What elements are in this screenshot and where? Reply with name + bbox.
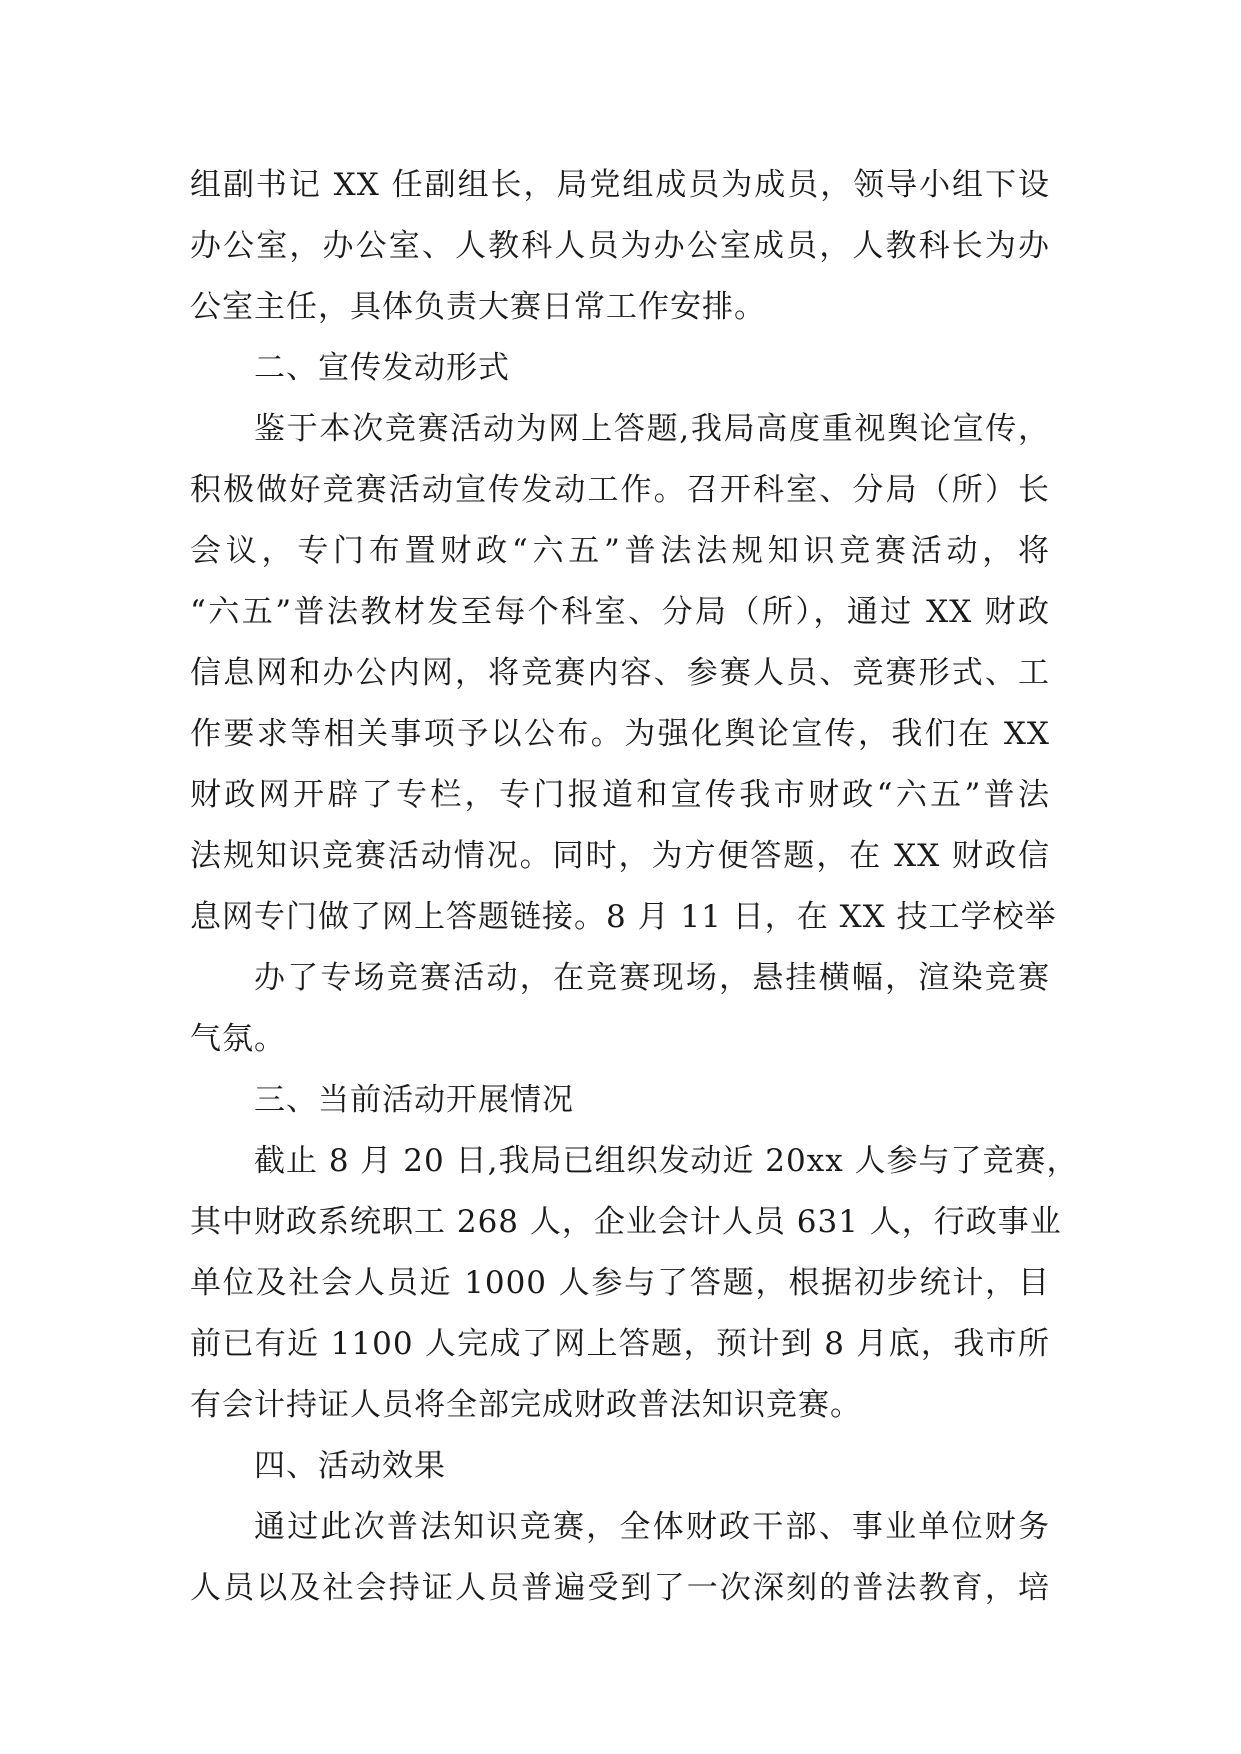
section-heading: 二、宣传发动形式 — [254, 350, 510, 386]
text-line: 通过此次普法知识竞赛，全体财政干部、事业单位财务 — [254, 1509, 1050, 1545]
text-line: 人员以及社会持证人员普遍受到了一次深刻的普法教育，培 — [190, 1570, 1050, 1606]
text-line: 法规知识竞赛活动情况。同时，为方便答题，在 XX 财政信 — [190, 838, 1050, 874]
text-line: 公室主任，具体负责大赛日常工作安排。 — [190, 289, 766, 325]
text-line: 组副书记 XX 任副组长，局党组成员为成员，领导小组下设 — [190, 167, 1050, 203]
text-line: 气氛。 — [190, 1021, 286, 1057]
section-heading: 三、当前活动开展情况 — [254, 1082, 574, 1118]
text-line: 鉴于本次竞赛活动为网上答题,我局高度重视舆论宣传， — [254, 411, 1050, 447]
text-line: 办公室，办公室、人教科人员为办公室成员，人教科长为办 — [190, 228, 1050, 264]
text-line: 信息网和办公内网，将竞赛内容、参赛人员、竞赛形式、工 — [190, 655, 1050, 691]
text-line: 其中财政系统职工 268 人，企业会计人员 631 人，行政事业 — [190, 1204, 1062, 1240]
text-line: 作要求等相关事项予以公布。为强化舆论宣传，我们在 XX — [190, 716, 1050, 752]
text-line: 息网专门做了网上答题链接。8 月 11 日，在 XX 技工学校举 — [190, 899, 1057, 935]
text-line: 办了专场竞赛活动，在竞赛现场，悬挂横幅，渲染竞赛 — [254, 960, 1050, 996]
section-heading: 四、活动效果 — [254, 1448, 446, 1484]
text-line: 截止 8 月 20 日,我局已组织发动近 20xx 人参与了竞赛， — [254, 1143, 1079, 1179]
text-line: “六五”普法教材发至每个科室、分局（所），通过 XX 财政 — [190, 594, 1050, 630]
text-line: 单位及社会人员近 1000 人参与了答题，根据初步统计，目 — [190, 1265, 1050, 1301]
text-line: 积极做好竞赛活动宣传发动工作。召开科室、分局（所）长 — [190, 472, 1050, 508]
text-line: 会议，专门布置财政“六五”普法法规知识竞赛活动，将 — [190, 533, 1050, 569]
text-line: 前已有近 1100 人完成了网上答题，预计到 8 月底，我市所 — [190, 1326, 1050, 1362]
text-line: 有会计持证人员将全部完成财政普法知识竞赛。 — [190, 1387, 862, 1423]
body-text — [190, 155, 1079, 1619]
text-line: 财政网开辟了专栏，专门报道和宣传我市财政“六五”普法 — [190, 777, 1050, 813]
